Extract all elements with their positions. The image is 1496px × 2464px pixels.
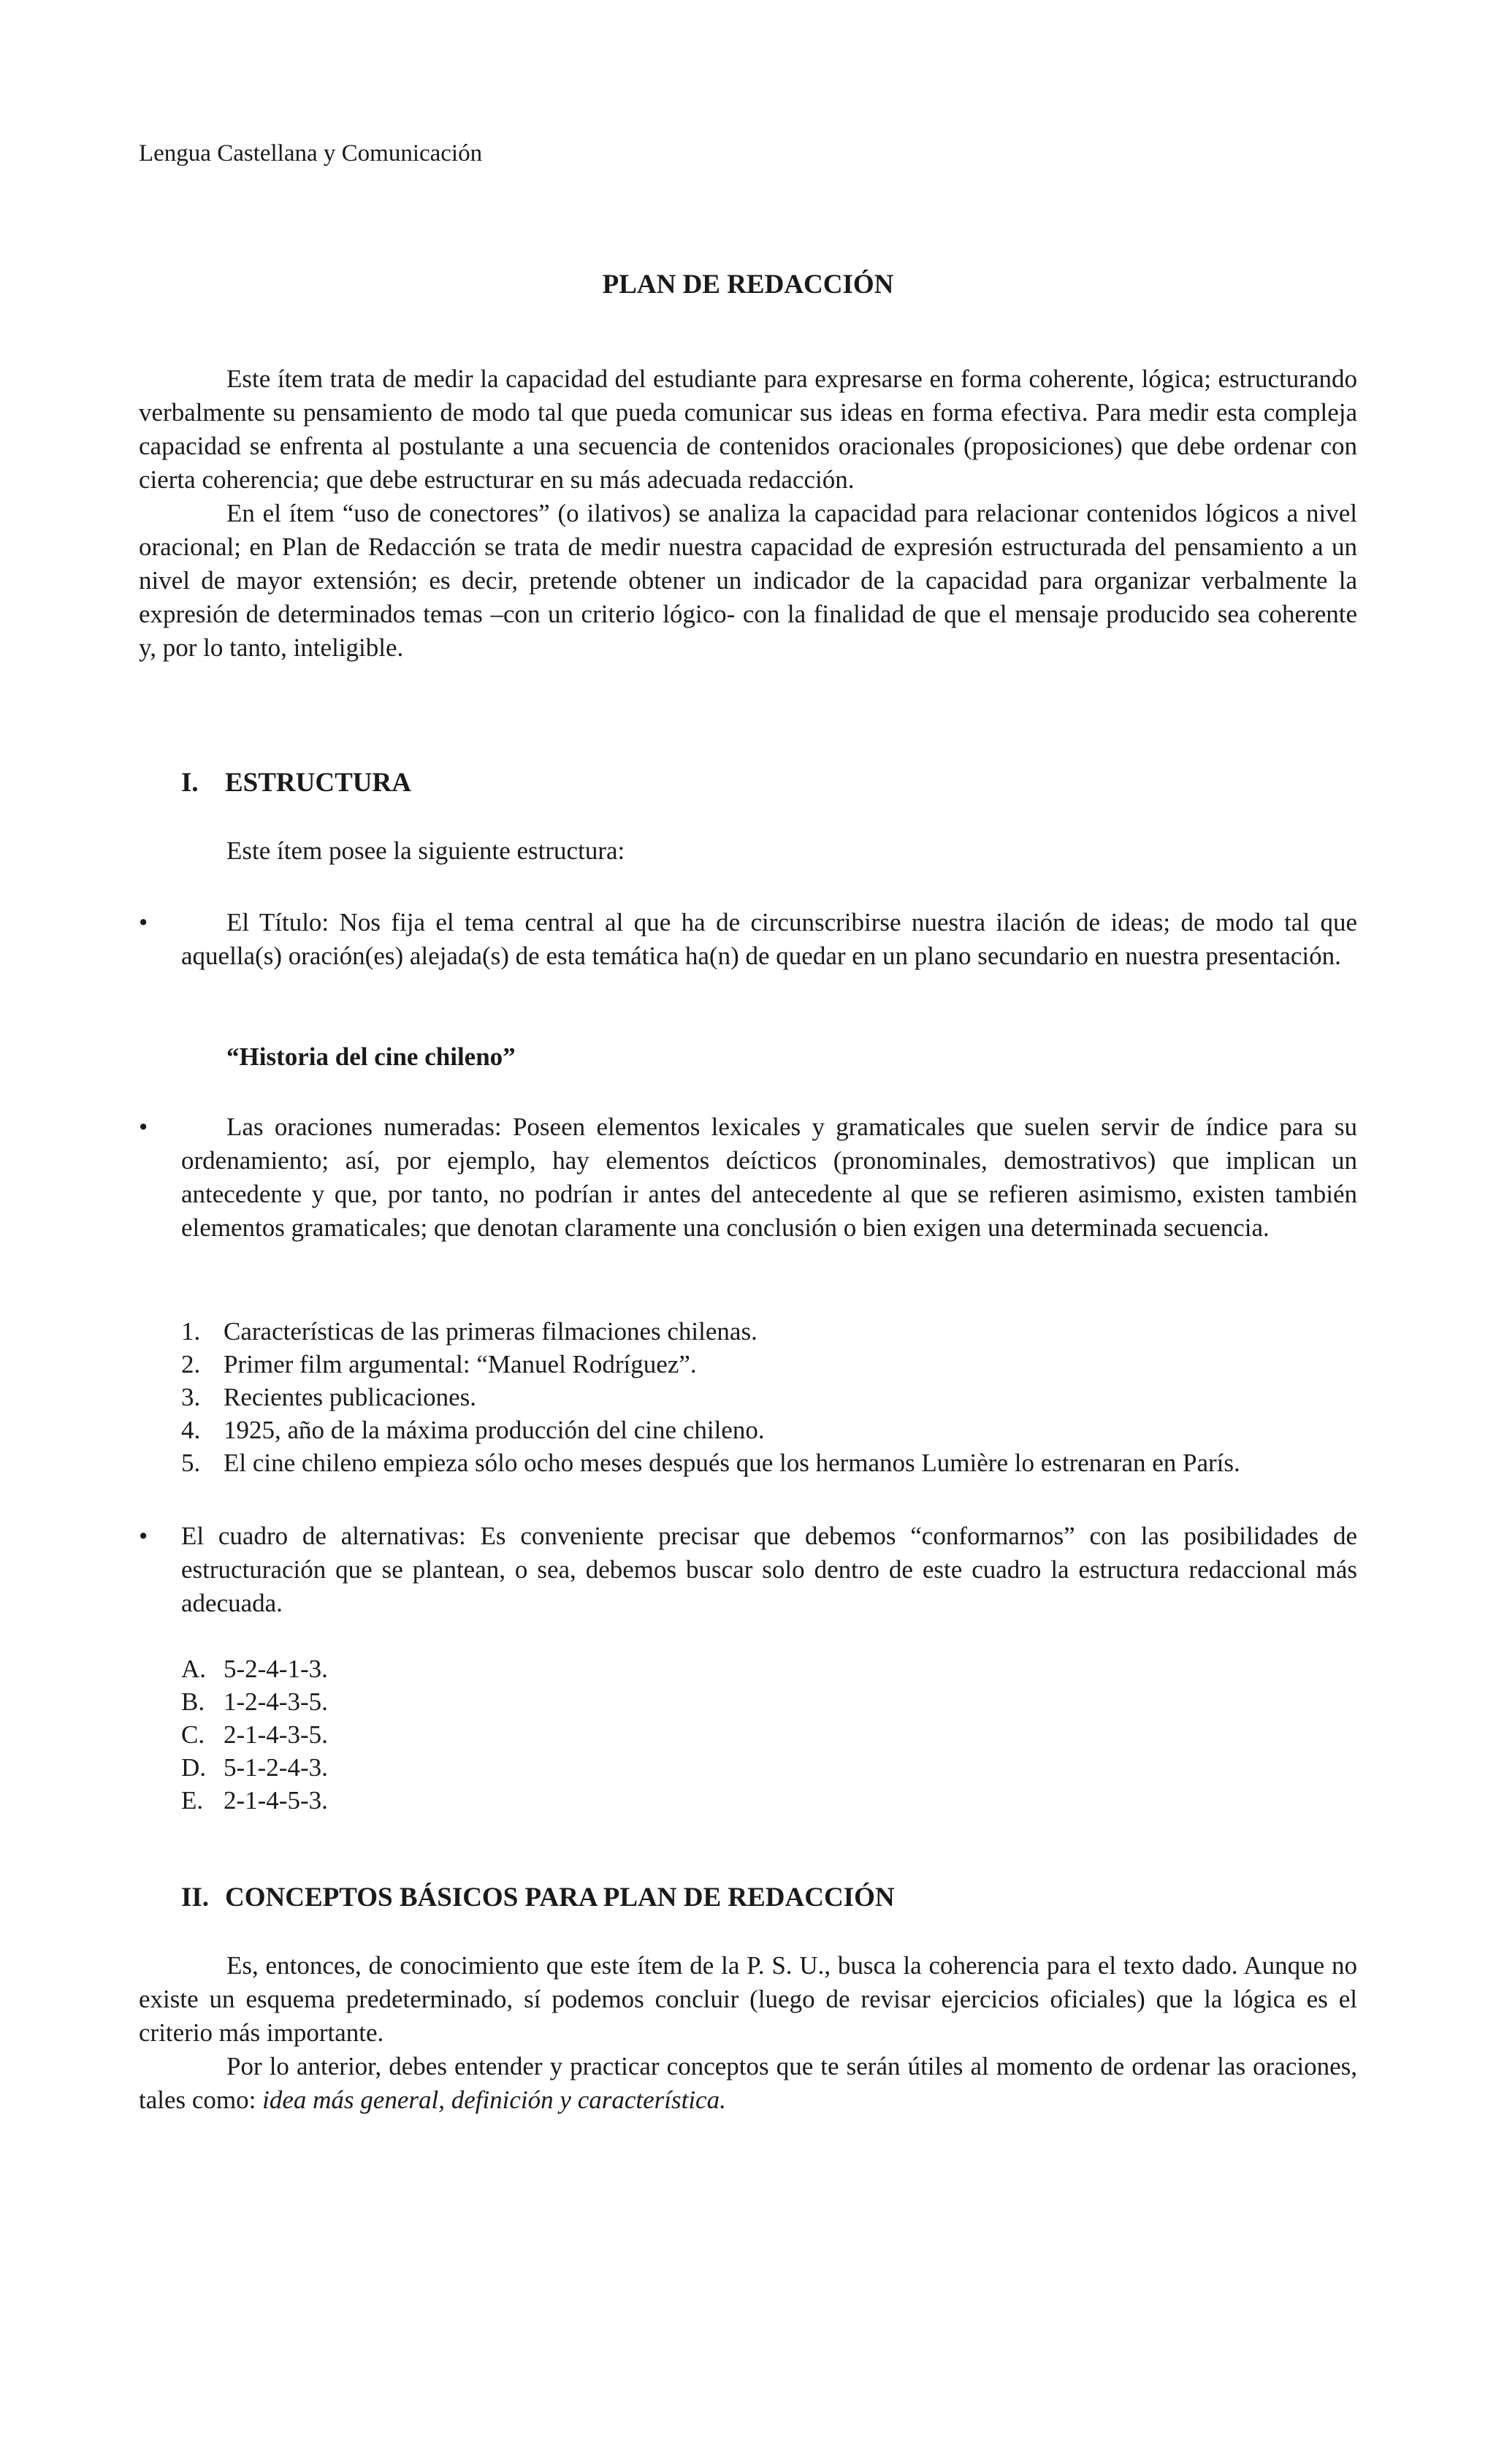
concepts-paragraph-1: Es, entonces, de conocimiento que este ítem de la P. S. U., busca la coherencia para el texto dado. Aunque no existe un esquema predeterminado, sí podemos concluir (luego de revisar ejercicios oficiales) que la lógica es el criterio más importante. xyxy=(139,1951,1357,2047)
section-heading-estructura xyxy=(181,767,411,799)
list-item: D. 5-1-2-4-3. xyxy=(181,1753,328,1782)
alternatives-list xyxy=(181,1652,1357,1817)
list-item: 5. El cine chileno empieza sólo ocho meses después que los hermanos Lumière lo estrenaran en París. xyxy=(181,1449,1240,1477)
bullet-title xyxy=(139,906,1357,973)
list-item: B. 1-2-4-3-5. xyxy=(181,1687,328,1716)
section-number: I. xyxy=(181,768,199,798)
section-heading-conceptos xyxy=(181,1882,895,1914)
list-item: A. 5-2-4-1-3. xyxy=(181,1655,328,1683)
list-item: 4. 1925, año de la máxima producción del cine chileno. xyxy=(181,1416,765,1444)
section-title: CONCEPTOS BÁSICOS PARA PLAN DE REDACCIÓN xyxy=(225,1883,895,1912)
concepts-paragraph-2: Por lo anterior, debes entender y practicar conceptos que te serán útiles al momento de ordenar las oraciones, tales como: idea más general, definición y característica. xyxy=(139,2052,1357,2114)
key-concepts: idea más general, definición y característica. xyxy=(262,2086,726,2114)
intro-paragraph-1: Este ítem trata de medir la capacidad del estudiante para expresarse en forma coherente, lógica; estructurando verbalmente su pensamiento de modo tal que pueda comunicar sus ideas en forma efectiva. Para medir esta compleja capacidad se enfrenta al postulante a una secuencia de contenidos oracionales (proposiciones) que debe ordenar con cierta coherencia; que debe estructurar en su más adecuada redacción. xyxy=(139,365,1357,494)
list-item: 3. Recientes publicaciones. xyxy=(181,1383,476,1411)
bullet-sentences xyxy=(139,1110,1357,1245)
bullet-icon: • xyxy=(139,1522,148,1550)
list-item: E. 2-1-4-5-3. xyxy=(181,1786,328,1815)
bullet-alternatives xyxy=(139,1519,1357,1620)
bullet-sentences-text: Las oraciones numeradas: Poseen elementos lexicales y gramaticales que suelen servir de índice para su ordenamiento; así, por ejemplo, hay elementos deícticos (pronominales, demostrativos) que implican un antecedente y que, por tanto, no podrían ir antes del antecedente al que se refieren asimismo, existen también elementos gramaticales; que denotan claramente una conclusión o bien exigen una determinada secuencia. xyxy=(181,1113,1357,1242)
section-title: ESTRUCTURA xyxy=(225,768,411,798)
bullet-title-text: El Título: Nos fija el tema central al que ha de circunscribirse nuestra ilación de ideas; de modo tal que aquella(s) oración(es) alejada(s) de esta temática ha(n) de quedar en un plano secundario en nuestra presentación. xyxy=(181,908,1357,970)
list-item: 1. Características de las primeras filmaciones chilenas. xyxy=(181,1317,757,1346)
numbered-sentences-list xyxy=(181,1315,1357,1479)
list-item: 2. Primer film argumental: “Manuel Rodríguez”. xyxy=(181,1350,697,1378)
bullet-icon: • xyxy=(139,1113,148,1141)
intro-paragraph-2: En el ítem “uso de conectores” (o ilativos) se analiza la capacidad para relacionar contenidos lógicos a nivel oracional; en Plan de Redacción se trata de medir nuestra capacidad de expresión estructurada del pensamiento a un nivel de mayor extensión; es decir, pretende obtener un indicador de la capacidad para organizar verbalmente la expresión de determinados temas –con un criterio lógico- con la finalidad de que el mensaje producido sea coherente y, por lo tanto, inteligible. xyxy=(139,499,1357,662)
concepts-section xyxy=(139,1949,1357,2117)
section-number: II. xyxy=(181,1883,210,1912)
bullet-icon: • xyxy=(139,908,148,937)
page-header: Lengua Castellana y Comunicación xyxy=(139,140,483,167)
bullet-alternatives-text: El cuadro de alternativas: Es conveniente precisar que debemos “conformarnos” con las posibilidades de estructuración que se plantean, o sea, debemos buscar solo dentro de este cuadro la estructura redaccional más adecuada. xyxy=(181,1522,1357,1617)
page-title: PLAN DE REDACCIÓN xyxy=(602,270,894,300)
example-title: “Historia del cine chileno” xyxy=(226,1042,516,1071)
intro-section xyxy=(139,362,1357,665)
list-item: C. 2-1-4-3-5. xyxy=(181,1720,328,1749)
structure-lead: Este ítem posee la siguiente estructura: xyxy=(226,836,625,865)
